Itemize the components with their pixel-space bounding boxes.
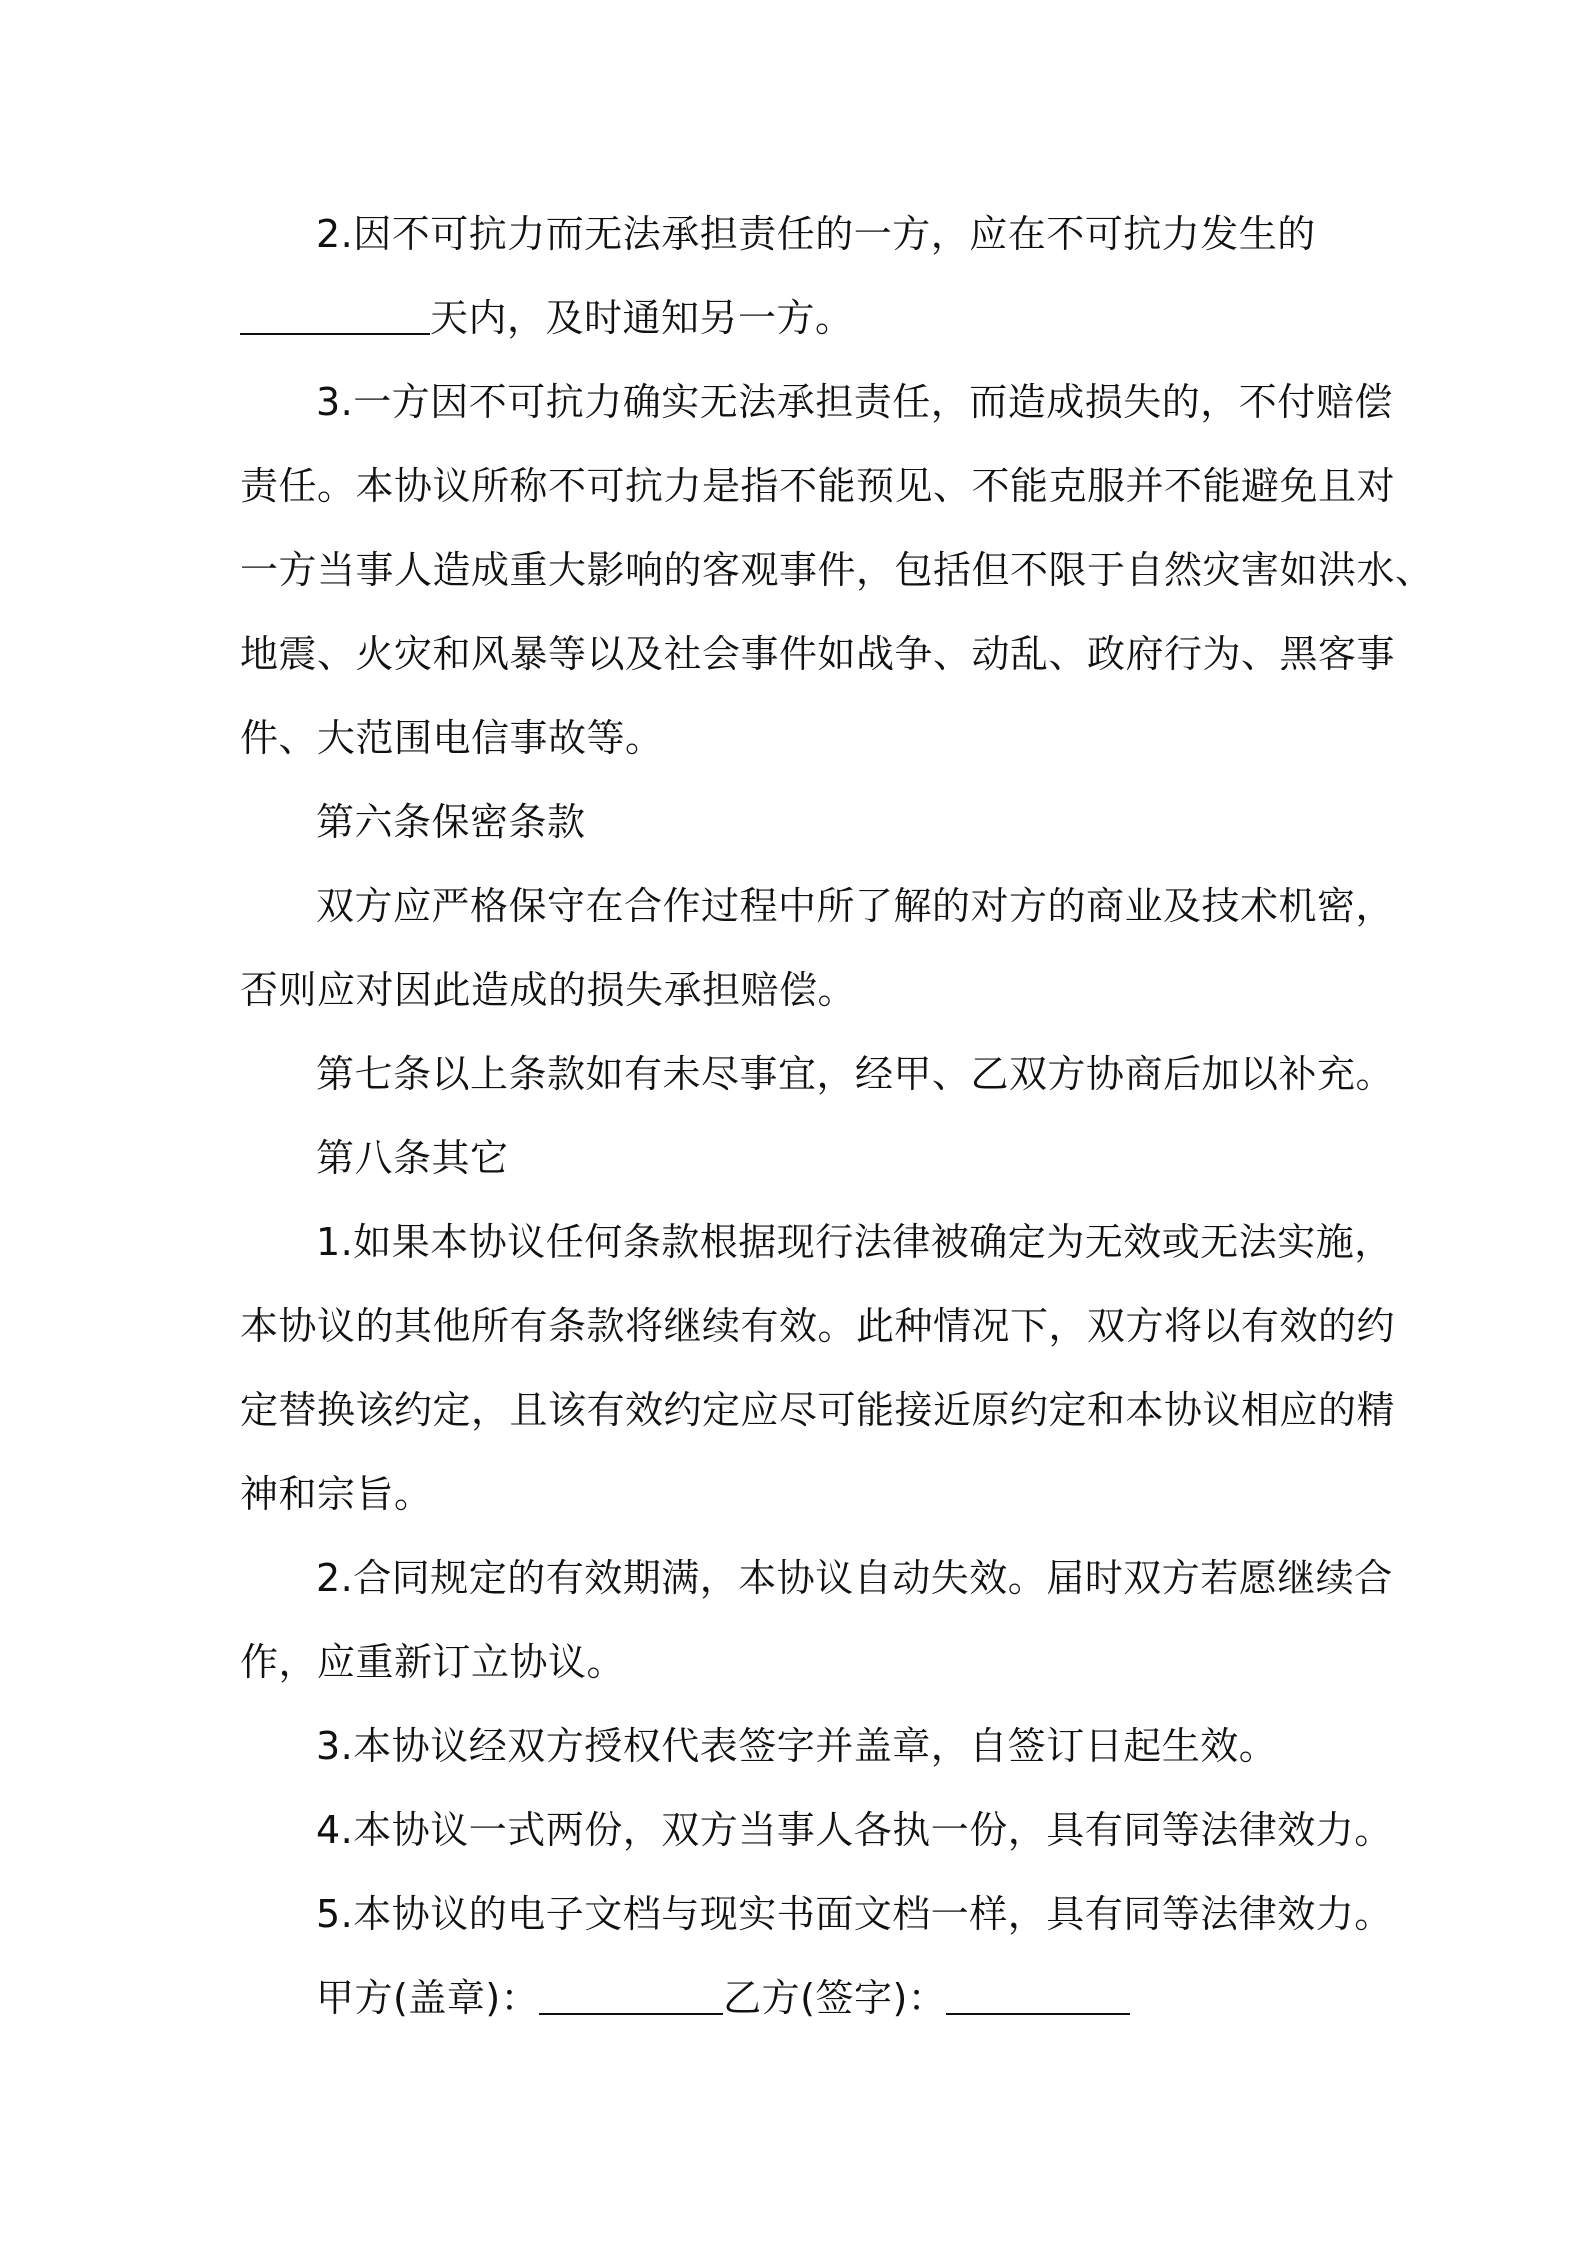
text-line: 双方应严格保守在合作过程中所了解的对方的商业及技术机密， — [316, 884, 1395, 928]
article-6-title: 第六条保密条款 — [316, 800, 586, 844]
article-8-title: 第八条其它 — [316, 1136, 509, 1180]
text-line: 2.因不可抗力而无法承担责任的一方，应在不可抗力发生的 — [316, 212, 1316, 256]
text-line: 件、大范围电信事故等。 — [240, 716, 664, 760]
force-majeure-item-2 — [240, 192, 1360, 360]
text-line: 作，应重新订立协议。 — [240, 1640, 626, 1684]
party-a-signature-blank — [539, 1975, 723, 2015]
text-line: 一方当事人造成重大影响的客观事件，包括但不限于自然灾害如洪水、 — [240, 548, 1434, 592]
text-line: 地震、火灾和风暴等以及社会事件如战争、动乱、政府行为、黑客事 — [240, 632, 1396, 676]
article-8 — [240, 1116, 1396, 1956]
text-line: 3.一方因不可抗力确实无法承担责任，而造成损失的，不付赔偿 — [316, 380, 1393, 424]
text-line: 2.合同规定的有效期满，本协议自动失效。届时双方若愿继续合 — [316, 1556, 1393, 1600]
signature-row — [240, 1956, 1360, 2040]
text-line: 神和宗旨。 — [240, 1472, 433, 1516]
text-line: 否则应对因此造成的损失承担赔偿。 — [240, 968, 857, 1012]
text-line: 1.如果本协议任何条款根据现行法律被确定为无效或无法实施， — [316, 1220, 1393, 1264]
article-7 — [240, 1032, 1395, 1116]
days-blank — [240, 295, 430, 335]
document-body — [240, 192, 1434, 2040]
text-line: 5.本协议的电子文档与现实书面文档一样，具有同等法律效力。 — [316, 1892, 1393, 1936]
text-line: 4.本协议一式两份，双方当事人各执一份，具有同等法律效力。 — [316, 1808, 1393, 1852]
text-line: 定替换该约定，且该有效约定应尽可能接近原约定和本协议相应的精 — [240, 1388, 1396, 1432]
text-line — [240, 276, 1360, 360]
party-b-label: 乙方(签字)： — [723, 1976, 947, 2020]
force-majeure-item-3 — [240, 360, 1434, 780]
article-6 — [240, 780, 1395, 1032]
text-line: 本协议的其他所有条款将继续有效。此种情况下，双方将以有效的约 — [240, 1304, 1396, 1348]
party-b-signature-blank — [946, 1975, 1130, 2015]
text-line: 第七条以上条款如有未尽事宜，经甲、乙双方协商后加以补充。 — [316, 1052, 1395, 1096]
text-fragment: 天内，及时通知另一方。 — [430, 296, 854, 340]
party-a-label: 甲方(盖章)： — [316, 1976, 540, 2020]
text-line: 3.本协议经双方授权代表签字并盖章，自签订日起生效。 — [316, 1724, 1278, 1768]
text-line: 责任。本协议所称不可抗力是指不能预见、不能克服并不能避免且对 — [240, 464, 1396, 508]
